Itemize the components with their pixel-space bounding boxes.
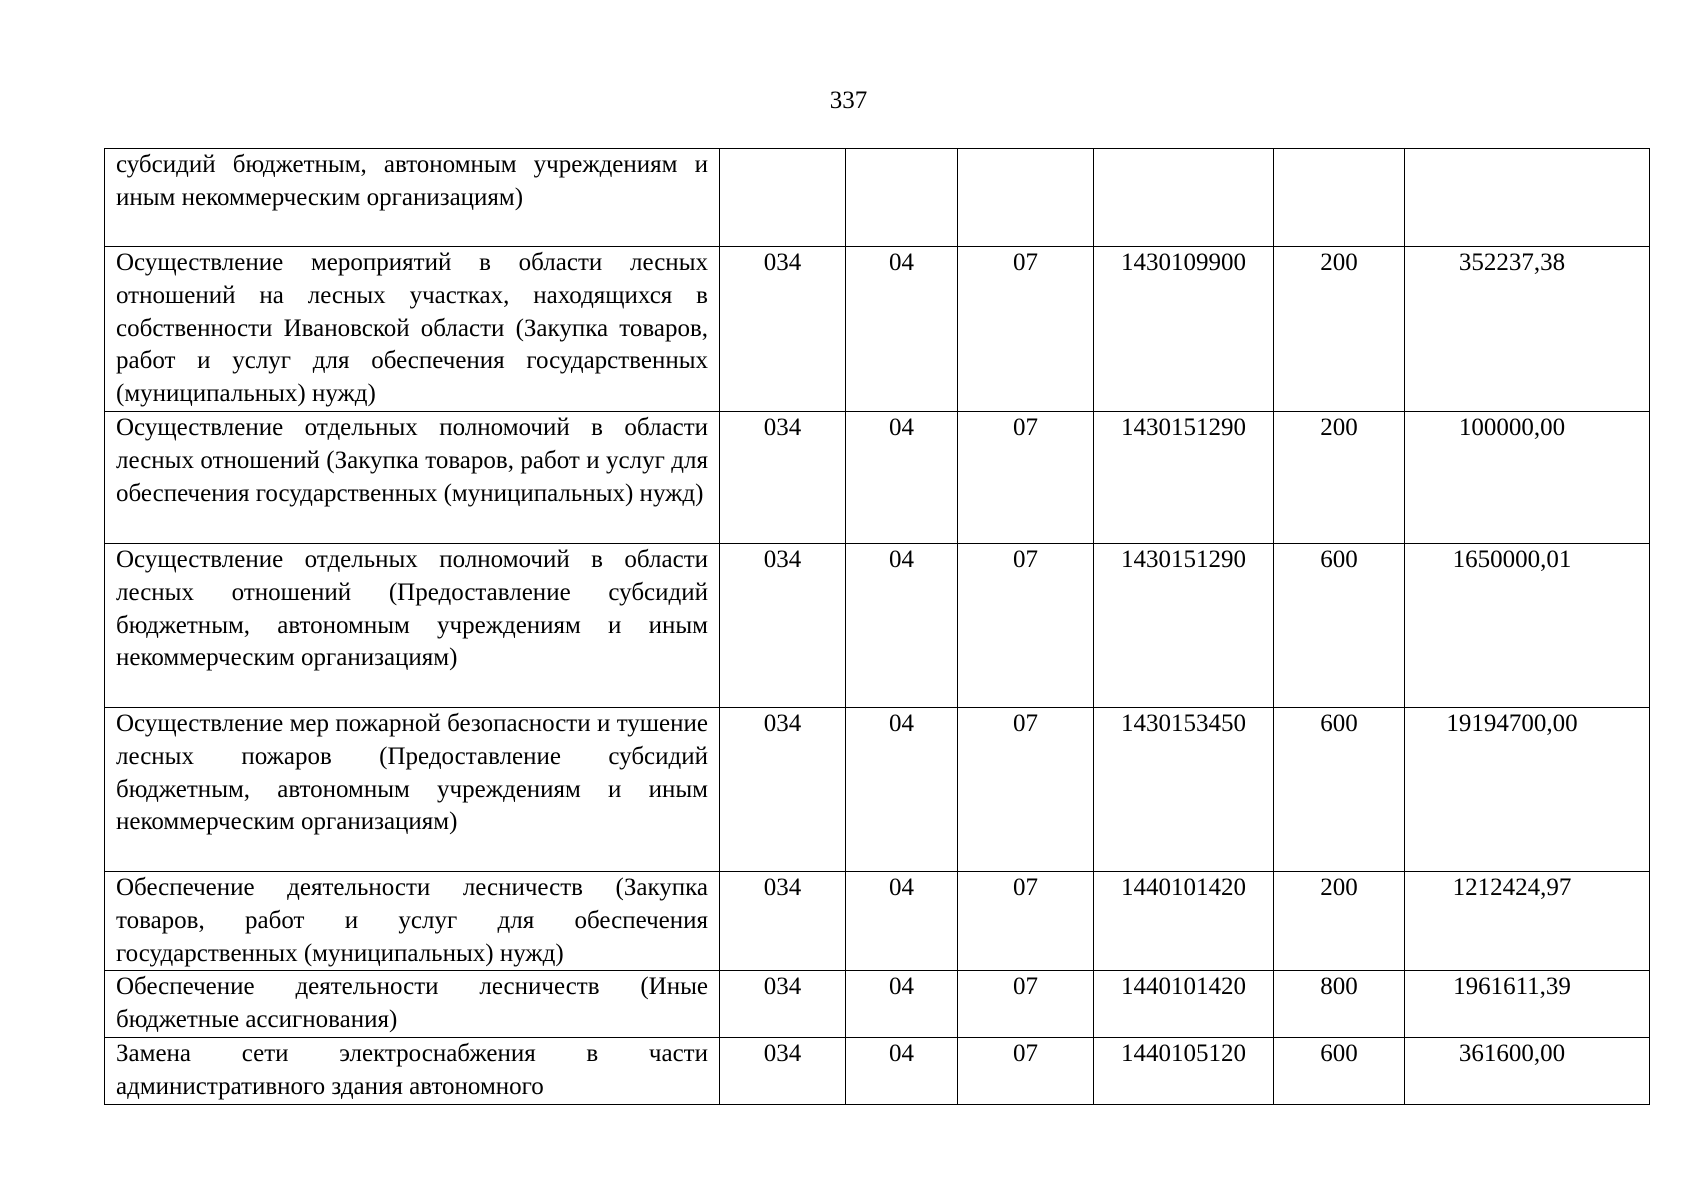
subsection-code-cell: 07 — [958, 543, 1094, 707]
table-row — [105, 971, 1650, 1038]
subsection-code-cell: 07 — [958, 411, 1094, 543]
expense-type-cell: 600 — [1274, 707, 1405, 871]
section-code-cell: 04 — [846, 543, 958, 707]
target-article-cell: 1430151290 — [1094, 543, 1274, 707]
budget-table — [104, 148, 1650, 1105]
expense-type-cell: 600 — [1274, 1037, 1405, 1104]
expense-type-cell: 200 — [1274, 247, 1405, 412]
expense-type-cell: 200 — [1274, 871, 1405, 970]
target-article-cell: 1440105120 — [1094, 1037, 1274, 1104]
amount-cell: 19194700,00 — [1405, 707, 1650, 871]
target-article-cell: 1430153450 — [1094, 707, 1274, 871]
table-row — [105, 247, 1650, 412]
subsection-code-cell: 07 — [958, 247, 1094, 412]
section-code-cell: 04 — [846, 971, 958, 1038]
section-code-cell: 04 — [846, 871, 958, 970]
table-row — [105, 1037, 1650, 1104]
description-cell: субсидий бюджетным, автономным учреждениям и иным некоммерческим организациям) — [105, 149, 720, 247]
amount-cell: 1650000,01 — [1405, 543, 1650, 707]
amount-cell: 1961611,39 — [1405, 971, 1650, 1038]
subsection-code-cell — [958, 149, 1094, 247]
subsection-code-cell: 07 — [958, 1037, 1094, 1104]
amount-cell: 361600,00 — [1405, 1037, 1650, 1104]
table-row — [105, 411, 1650, 543]
description-cell: Осуществление отдельных полномочий в области лесных отношений (Закупка товаров, работ и услуг для обеспечения государственных (муниципальных) нужд) — [105, 411, 720, 543]
subsection-code-cell: 07 — [958, 707, 1094, 871]
section-code-cell: 04 — [846, 1037, 958, 1104]
expense-type-cell: 200 — [1274, 411, 1405, 543]
amount-cell: 100000,00 — [1405, 411, 1650, 543]
target-article-cell: 1440101420 — [1094, 971, 1274, 1038]
subsection-code-cell: 07 — [958, 971, 1094, 1038]
table-row — [105, 149, 1650, 247]
page-number: 337 — [829, 87, 868, 114]
ministry-code-cell: 034 — [720, 543, 846, 707]
section-code-cell — [846, 149, 958, 247]
ministry-code-cell — [720, 149, 846, 247]
subsection-code-cell: 07 — [958, 871, 1094, 970]
description-cell: Замена сети электроснабжения в части административного здания автономного — [105, 1037, 720, 1104]
target-article-cell: 1430151290 — [1094, 411, 1274, 543]
expense-type-cell: 800 — [1274, 971, 1405, 1038]
amount-cell: 1212424,97 — [1405, 871, 1650, 970]
ministry-code-cell: 034 — [720, 411, 846, 543]
table-row — [105, 707, 1650, 871]
section-code-cell: 04 — [846, 411, 958, 543]
description-cell: Обеспечение деятельности лесничеств (Иные бюджетные ассигнования) — [105, 971, 720, 1038]
table-row — [105, 543, 1650, 707]
table-row — [105, 871, 1650, 970]
section-code-cell: 04 — [846, 707, 958, 871]
section-code-cell: 04 — [846, 247, 958, 412]
description-cell: Осуществление отдельных полномочий в области лесных отношений (Предоставление субсидий бюджетным, автономным учреждениям и иным некоммерческим организациям) — [105, 543, 720, 707]
target-article-cell: 1440101420 — [1094, 871, 1274, 970]
amount-cell — [1405, 149, 1650, 247]
ministry-code-cell: 034 — [720, 871, 846, 970]
ministry-code-cell: 034 — [720, 971, 846, 1038]
target-article-cell — [1094, 149, 1274, 247]
ministry-code-cell: 034 — [720, 707, 846, 871]
expense-type-cell: 600 — [1274, 543, 1405, 707]
target-article-cell: 1430109900 — [1094, 247, 1274, 412]
description-cell: Осуществление мероприятий в области лесных отношений на лесных участках, находящихся в собственности Ивановской области (Закупка товаров, работ и услуг для обеспечения государственных (муниципальных) нужд) — [105, 247, 720, 412]
description-cell: Обеспечение деятельности лесничеств (Закупка товаров, работ и услуг для обеспечения государственных (муниципальных) нужд) — [105, 871, 720, 970]
expense-type-cell — [1274, 149, 1405, 247]
description-cell: Осуществление мер пожарной безопасности и тушение лесных пожаров (Предоставление субсидий бюджетным, автономным учреждениям и иным некоммерческим организациям) — [105, 707, 720, 871]
ministry-code-cell: 034 — [720, 1037, 846, 1104]
ministry-code-cell: 034 — [720, 247, 846, 412]
amount-cell: 352237,38 — [1405, 247, 1650, 412]
